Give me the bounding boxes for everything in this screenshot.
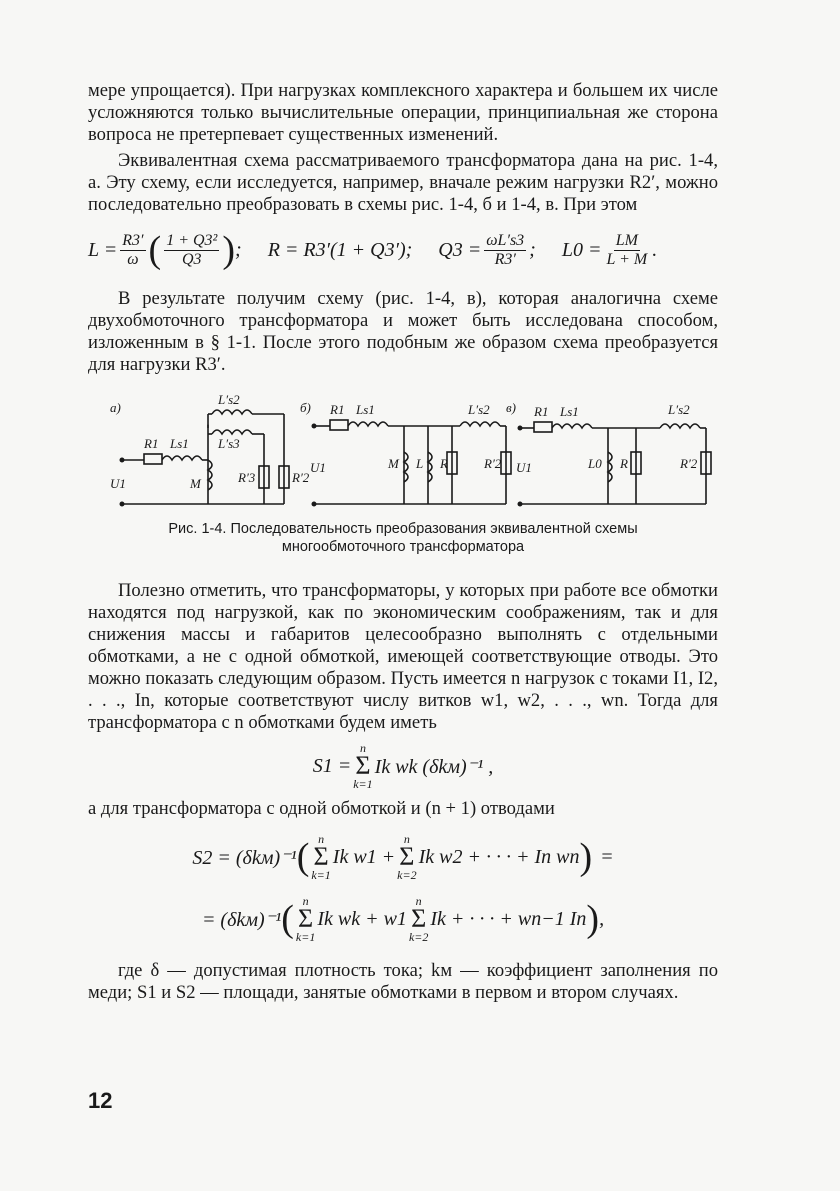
b-Ls2-coil <box>460 422 500 426</box>
figure-caption: Рис. 1-4. Последовательность преобразования эквивалентной схемы многообмоточного трансформатора <box>168 521 638 555</box>
sum-upper: n <box>302 894 309 908</box>
eq-S1-body: Ik wk (δkм)⁻¹ , <box>374 755 494 778</box>
c-R1-box <box>534 422 552 432</box>
label-a: а) <box>110 400 121 415</box>
label-c: в) <box>506 400 516 415</box>
paragraph-6: где δ — допустимая плотность тока; kм — коэффициент заполнения по меди; S1 и S2 — площади, занятые обмотками в первом и втором случаях. <box>88 960 718 1003</box>
sum-S2-1: n Σ k=1 <box>311 832 331 882</box>
sum-upper: n <box>318 832 325 846</box>
eq-L-den: ω <box>127 250 139 268</box>
eq-L-inner-den: Q3 <box>182 250 202 268</box>
label-a-R3: R′3 <box>238 470 256 485</box>
sum-upper: n <box>359 741 366 755</box>
label-b: б) <box>300 400 311 415</box>
label-b-Ls2: L′s2 <box>468 402 490 417</box>
equation-row-1: L = $\frac{R3'}{\omega}$ ( $\frac{\text{1 + Q3²}}{Q3}$ ) ; R = R3′(1 + Q3′); Q3 = $\frac{\omega L's3}{R3'}$ ; L0 = $\frac{LM}{L + M}$ . <box>88 229 658 271</box>
a-Ls2-coil <box>212 410 252 414</box>
label-c-R1: R1 <box>534 404 549 419</box>
sum-S2b-2: n Σ k=2 <box>408 894 429 944</box>
c-Ls1-coil <box>552 424 592 428</box>
eq-S2-lhs: S2 = (δkм)⁻¹ <box>192 846 297 869</box>
page-content <box>88 80 718 1004</box>
eq-L0-frac <box>604 232 649 269</box>
a-R1-box <box>144 454 162 464</box>
paren-close: ) <box>222 229 236 271</box>
page-number: 12 <box>88 1088 113 1113</box>
eq-Q-lhs: Q3 = <box>438 238 482 261</box>
paragraph-5: а для трансформатора с одной обмоткой и (n + 1) отводами <box>88 798 555 819</box>
sum-S1: n Σ k=1 <box>353 741 373 791</box>
a-Ls1-coil <box>162 456 202 460</box>
label-b-Ls1: Ls1 <box>356 402 375 417</box>
sum-lower: k=2 <box>408 930 429 944</box>
eq-S2-t2: Ik w2 + · · · + In wn <box>418 845 580 868</box>
paren-open: ( <box>148 229 162 271</box>
eq-L-lhs: L = <box>88 238 118 261</box>
eq-S2b-t2: Ik + · · · + wn−1 In <box>430 907 587 930</box>
eq-L-num: R3′ <box>122 231 144 249</box>
sum-lower: k=1 <box>353 777 373 791</box>
eq-L-inner-num: 1 + Q3² <box>166 231 218 249</box>
sum-S2-2: n Σ k=2 <box>397 832 417 882</box>
label-a-R2: R′2 <box>292 470 310 485</box>
circuit-diagrams <box>88 394 718 514</box>
eq-S2-t1: Ik w1 + <box>332 845 396 868</box>
equation-S1 <box>88 734 718 798</box>
eq-Q-frac <box>484 232 526 269</box>
eq-S2b-t1: Ik wk + w1 <box>317 907 407 930</box>
label-c-Ls2: L′s2 <box>668 402 690 417</box>
label-a-Ls2: L′s2 <box>218 394 240 407</box>
eq-L0-num: LM <box>615 231 638 249</box>
equation-S2-line1: S2 = (δkм)⁻¹ ( n Σ k=1 Ik w1 + n Σ k=2 Ik w2 + · · · + In wn ) = <box>192 832 614 882</box>
b-R1-box <box>330 420 348 430</box>
sum-lower: k=2 <box>397 868 417 882</box>
c-Ls2-coil <box>660 424 700 428</box>
eq-L0-lhs: L0 = <box>561 238 602 261</box>
eq-S2-rhs: = <box>600 845 614 868</box>
paragraph-2: Эквивалентная схема рассматриваемого трансформатора дана на рис. 1-4, а. Эту схему, если исследуется, например, вначале режим нагрузки R2′, можно последовательно преобразовать в схемы рис. 1-4, б и 1-4, в. При этом <box>88 150 718 215</box>
eq-L-frac <box>120 232 145 269</box>
eq-Q-den: R3′ <box>494 250 516 268</box>
sum-lower: k=1 <box>295 930 316 944</box>
label-b-R1: R1 <box>330 402 345 417</box>
label-b-L: L <box>416 456 424 471</box>
label-b-R2: R′2 <box>484 456 502 471</box>
sum-S2b-1: n Σ k=1 <box>295 894 316 944</box>
label-b-R: R <box>440 456 448 471</box>
paragraph-4: Полезно отметить, что трансформаторы, у которых при работе все обмотки находятся под нагрузкой, как по экономическим соображениям, так и для снижения массы и габаритов целесообразно выполнять с отдельными обмотками, а не с одной обмоткой, имеющей соответствующие отводы. Это можно показать следующим образом. Пусть имеется n нагрузок с токами I1, I2, . . ., In, которые соответствуют числу витков w1, w2, . . ., wn. Тогда для трансформатора с n обмотками будем иметь <box>88 580 718 733</box>
eq-Q-num: ωL′s3 <box>486 231 525 249</box>
equation-S2-line2: = (δkм)⁻¹ ( n Σ k=1 Ik wk + w1 n Σ k=2 Ik + · · · + wn−1 In ) , <box>201 894 605 944</box>
a-Ls3-coil <box>212 430 252 434</box>
b-Ls1-coil <box>348 422 388 426</box>
sum-upper: n <box>415 894 422 908</box>
figure-circuits <box>88 394 718 514</box>
eq-S1-lhs: S1 = <box>312 754 352 777</box>
eq-L0-den: L + M <box>606 250 648 268</box>
label-b-M: M <box>388 456 399 471</box>
paragraph-1: мере упрощается). При нагрузках комплексного характера и большем их числе усложняются только вычислительные операции, принципиальная же сторона вопроса не претерпевает существенных изменений. <box>88 80 718 145</box>
eq-R: R = R3′(1 + Q3′); <box>267 238 413 261</box>
label-a-Ls3: L′s3 <box>218 436 240 451</box>
label-c-U1: U1 <box>516 460 532 475</box>
label-b-U1: U1 <box>310 460 326 475</box>
eq-S2b-lhs: = (δkм)⁻¹ <box>201 908 282 931</box>
label-a-R1: R1 <box>144 436 159 451</box>
sum-lower: k=1 <box>311 868 331 882</box>
sum-upper: n <box>403 832 410 846</box>
label-a-M: M <box>190 476 201 491</box>
label-c-Ls1: Ls1 <box>560 404 579 419</box>
label-c-R: R <box>620 456 628 471</box>
eq-L-inner-frac <box>164 232 219 269</box>
paragraph-3: В результате получим схему (рис. 1-4, в), которая аналогична схеме двухобмоточного трансформатора и может быть исследована способом, изложенным в § 1-1. После этого подобным же образом схема преобразуется для нагрузки R3′. <box>88 288 718 375</box>
label-a-Ls1: Ls1 <box>170 436 189 451</box>
label-c-L0: L0 <box>588 456 602 471</box>
label-a-U1: U1 <box>110 476 126 491</box>
label-c-R2: R′2 <box>680 456 698 471</box>
